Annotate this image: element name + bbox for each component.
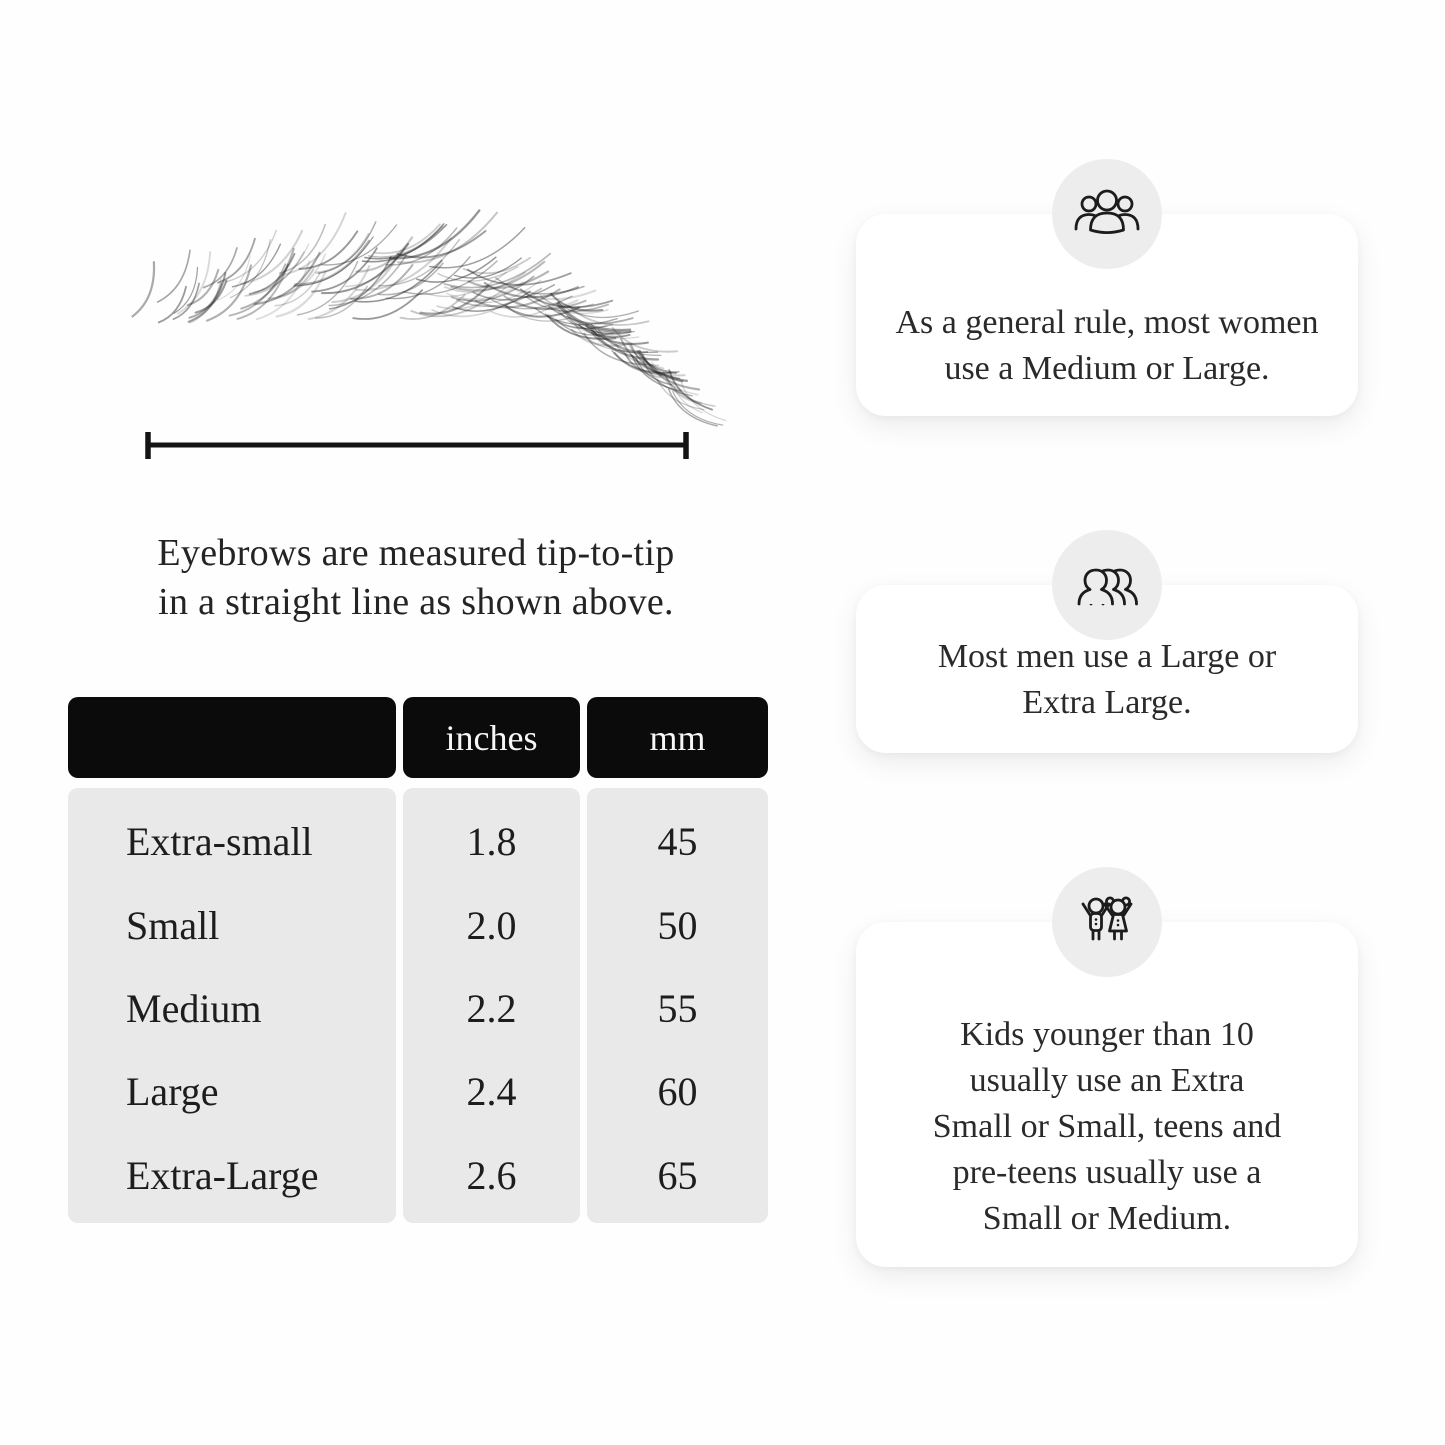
- card-text-line: use a Medium or Large.: [944, 350, 1270, 387]
- inches-value: 2.4: [466, 1069, 517, 1115]
- children-icon: [1074, 893, 1140, 951]
- inches-value: 2.6: [466, 1152, 517, 1198]
- card-text: [866, 1012, 1348, 1242]
- mm-value: 50: [657, 902, 698, 948]
- mm-value: 55: [657, 986, 698, 1032]
- card-text-line: As a general rule, most women: [895, 304, 1319, 341]
- caption-line: in a straight line as shown above.: [158, 581, 674, 623]
- size-label: Small: [126, 902, 220, 948]
- card-text-line: Kids younger than 10: [960, 1016, 1254, 1053]
- info-card-women: [856, 214, 1358, 416]
- eyebrow-illustration: [0, 0, 820, 480]
- men-group-icon: [1074, 558, 1140, 612]
- info-card-men: [856, 585, 1358, 753]
- card-text-line: usually use an Extra: [969, 1062, 1245, 1099]
- measurement-caption: [66, 529, 766, 627]
- inches-value: 2.0: [466, 902, 517, 948]
- inches-value: 1.8: [466, 819, 517, 865]
- icon-badge: [1052, 867, 1162, 977]
- size-label: Medium: [126, 986, 262, 1032]
- header-cell-blank: [68, 697, 396, 778]
- size-column-inches: [403, 788, 580, 1223]
- info-card-kids: [856, 922, 1358, 1267]
- measurement-line: [148, 432, 686, 459]
- header-cell-inches: inches: [403, 697, 580, 778]
- card-text-line: Most men use a Large or: [937, 638, 1277, 675]
- size-table: [68, 697, 768, 1223]
- size-table-header: [68, 697, 768, 778]
- size-column-mm: [587, 788, 768, 1223]
- eyebrow-hairs: [133, 211, 726, 426]
- icon-badge: [1052, 159, 1162, 269]
- size-label: Extra-Large: [126, 1152, 319, 1198]
- icon-badge: [1052, 530, 1162, 640]
- card-text-line: Extra Large.: [1022, 684, 1192, 721]
- mm-value: 65: [657, 1152, 698, 1198]
- size-table-body: [68, 788, 768, 1223]
- mm-value: 45: [657, 819, 698, 865]
- card-text-line: pre-teens usually use a: [952, 1154, 1262, 1191]
- caption-line: Eyebrows are measured tip-to-tip: [157, 532, 675, 574]
- size-label: Extra-small: [126, 819, 313, 865]
- inches-value: 2.2: [466, 986, 517, 1032]
- header-cell-mm: mm: [587, 697, 768, 778]
- card-text-line: Small or Small, teens and: [932, 1108, 1282, 1145]
- card-text: [866, 300, 1348, 392]
- size-label: Large: [126, 1069, 219, 1115]
- mm-value: 60: [657, 1069, 698, 1115]
- size-column-labels: [68, 788, 396, 1223]
- women-group-icon: [1074, 187, 1140, 241]
- eyebrow-measurement-diagram: [0, 0, 820, 480]
- card-text: [866, 634, 1348, 726]
- card-text-line: Small or Medium.: [982, 1200, 1232, 1237]
